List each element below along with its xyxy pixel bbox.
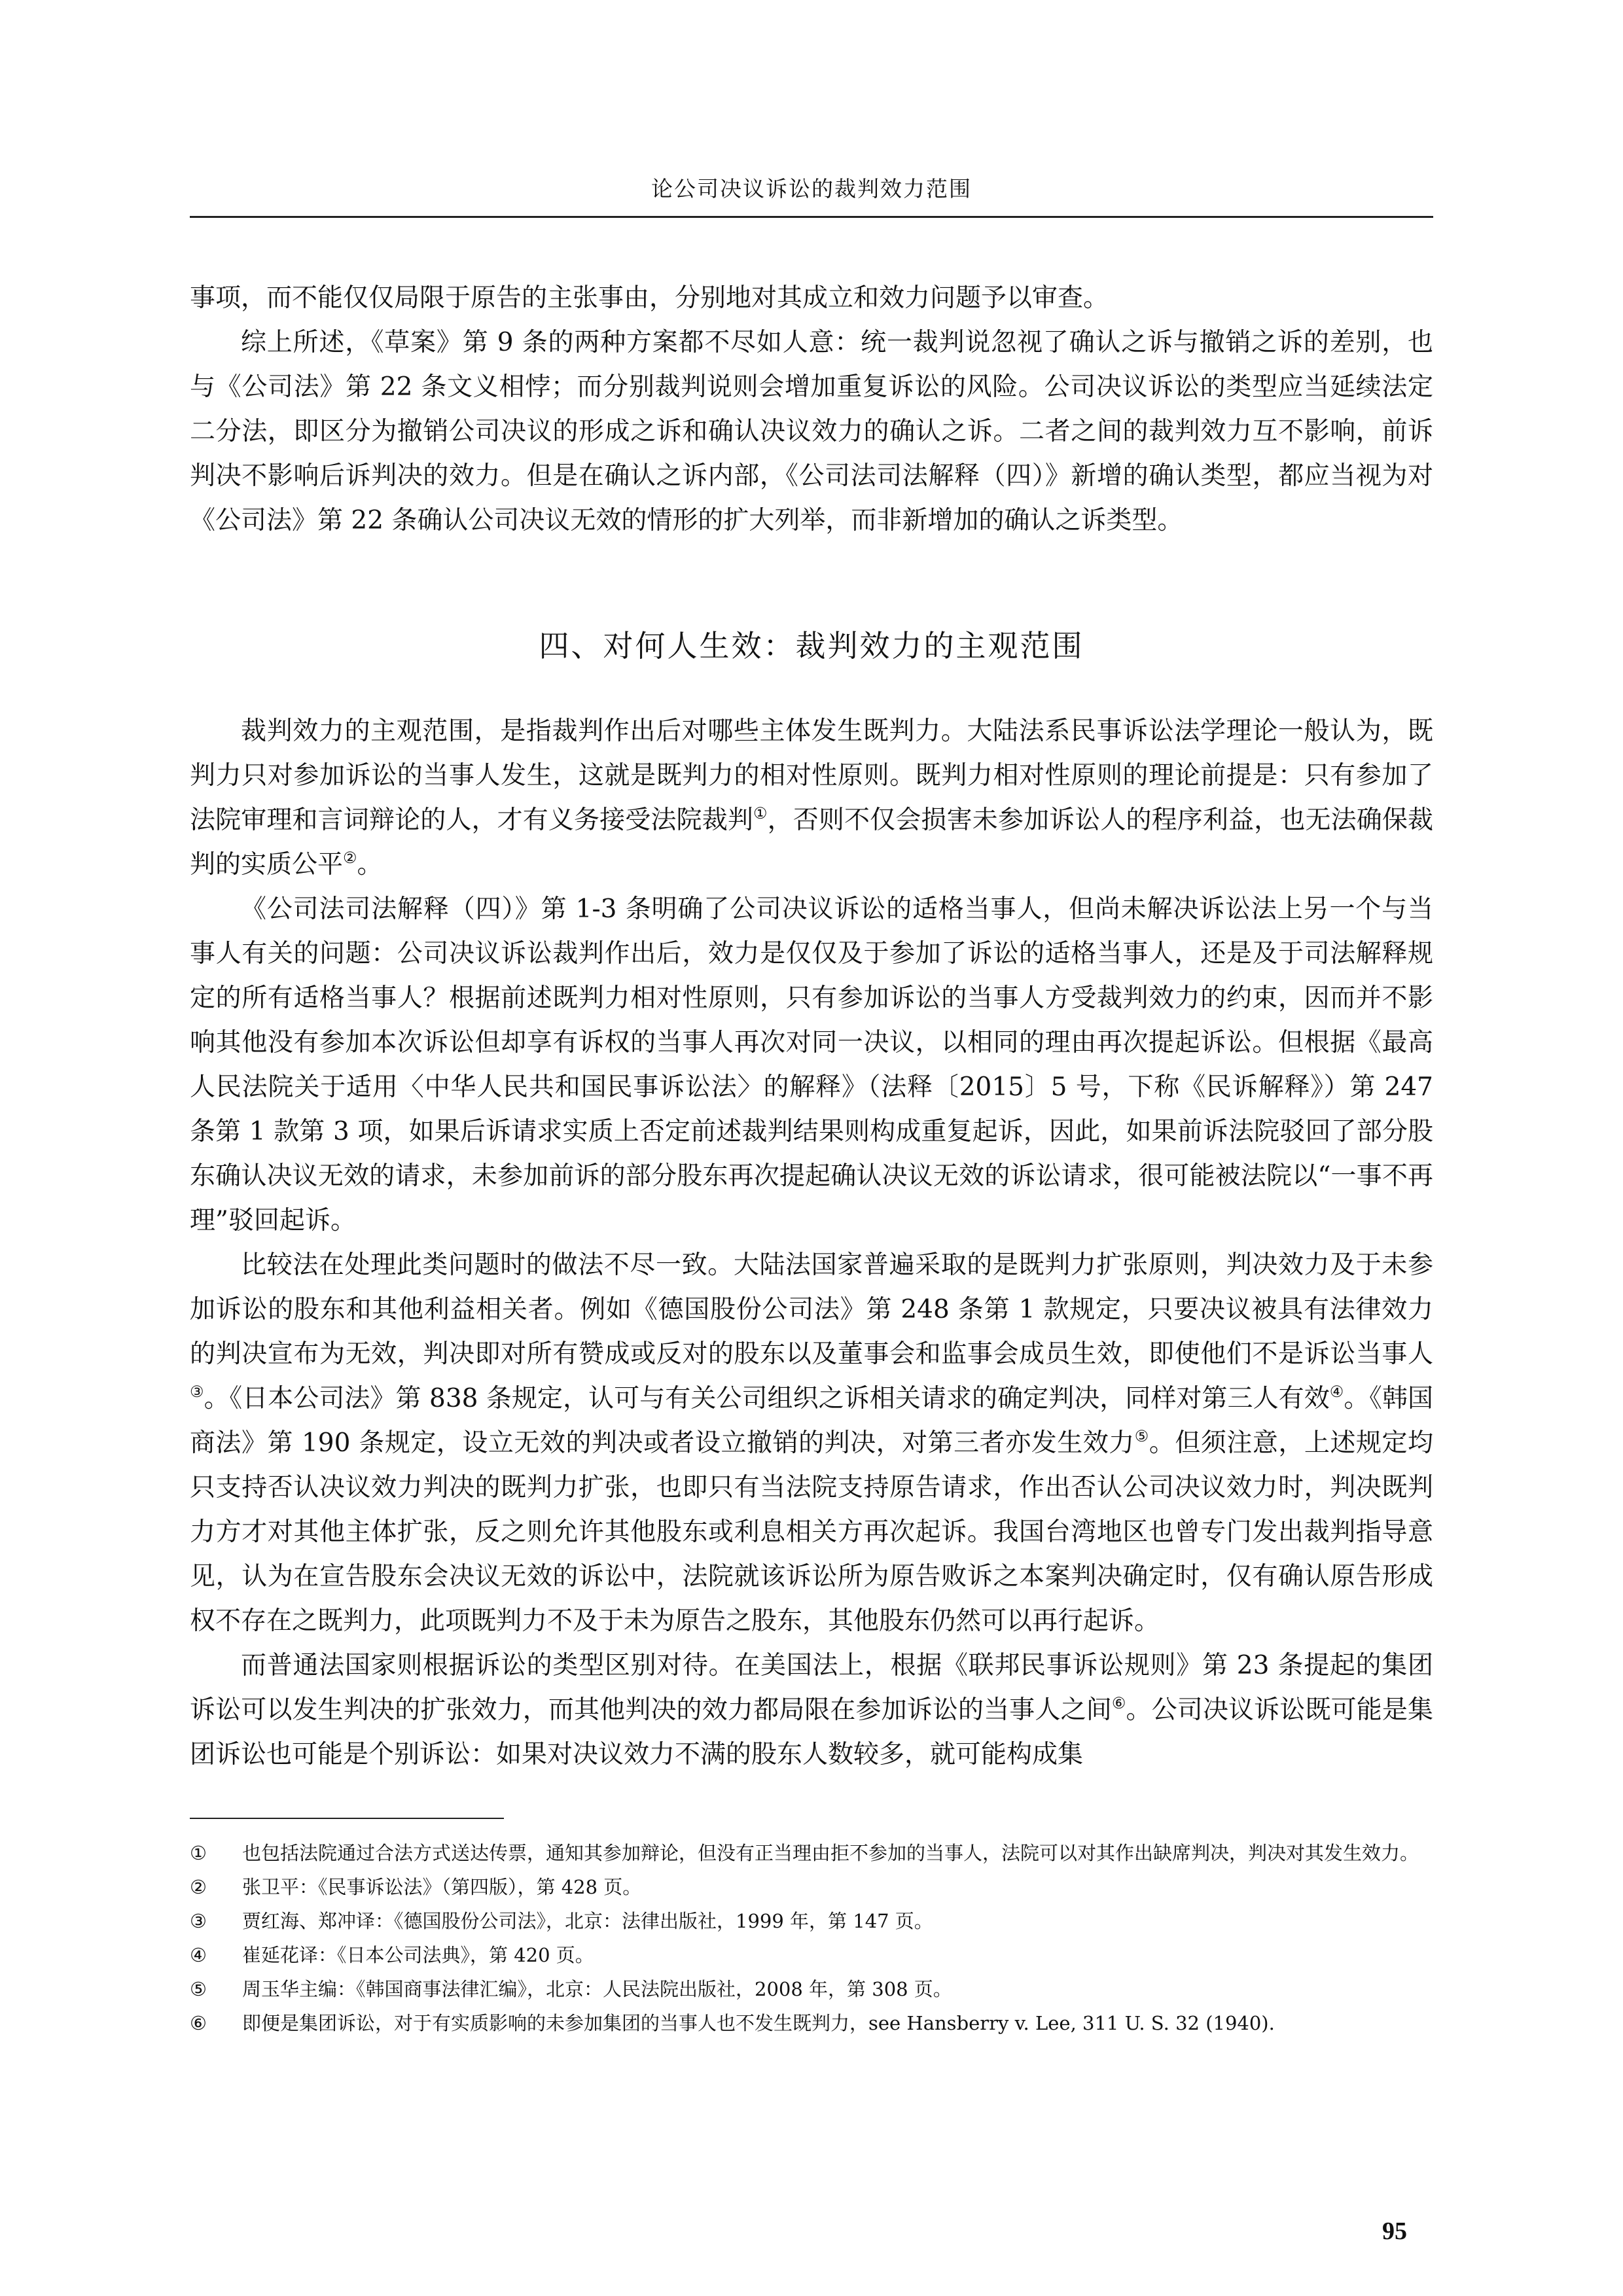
text-run: 而普通法国家则根据诉讼的类型区别对待。在美国法上，根据《联邦民事诉讼规则》第 23 条提起的集团诉讼可以发生判决的扩张效力，而其他判决的效力都局限在参加诉讼的当事人之间 (190, 1651, 1433, 1725)
footnote-divider (190, 1818, 504, 1819)
footnote-text: 崔延花译：《日本公司法典》，第 420 页。 (242, 1944, 594, 1966)
footnotes-list (190, 1837, 1433, 2041)
text-run: 。 (357, 850, 383, 879)
text-run: 裁判效力的主观范围，是指裁判作出后对哪些主体发生既判力。大陆法系民事诉讼法学理论一般认为，既判力只对参加诉讼的当事人发生，这就是既判力的相对性原则。既判力相对性原则的理论前提是：只有参加了法院审理和言词辩论的人，才有义务接受法院裁判 (190, 716, 1433, 835)
footnote-item (190, 1837, 1433, 1869)
section-heading: 四、对何人生效：裁判效力的主观范围 (539, 628, 1084, 663)
text-run: 。《韩国商法》第 190 条规定，设立无效的判决或者设立撤销的判决，对第三者亦发生效力 (190, 1384, 1434, 1458)
text-run: 。但须注意，上述规定均只支持否认决议效力判决的既判力扩张，也即只有当法院支持原告请求，作出否认公司决议效力时，判决既判力方才对其他主体扩张，反之则允许其他股东或利息相关方再次起诉。我国台湾地区也曾专门发出裁判指导意见，认为在宣告股东会决议无效的诉讼中，法院就该诉讼所为原告败诉之本案判决确定时，仅有确认原告形成权不存在之既判力，此项既判力不及于未为原告之股东，其他股东仍然可以再行起诉。 (190, 1428, 1433, 1636)
body-text-main (190, 709, 1433, 1777)
paragraph-common-law (190, 1644, 1433, 1777)
text-run: ，否则不仅会损害未参加诉讼人的程序利益，也无法确保裁判的实质公平 (190, 805, 1433, 879)
footnote-item (190, 2007, 1433, 2039)
running-header-title: 论公司决议诉讼的裁判效力范围 (651, 176, 972, 202)
footnote-ref-4: ④ (1329, 1383, 1344, 1401)
footnote-item (190, 1973, 1433, 2005)
paragraph-subjective-scope (190, 709, 1433, 887)
footnote-marker: ⑥ (190, 2012, 207, 2034)
footnote-ref-5: ⑤ (1134, 1427, 1149, 1445)
paragraph-summary: 综上所述，《草案》第 9 条的两种方案都不尽如人意：统一裁判说忽视了确认之诉与撤销之诉的差别，也与《公司法》第 22 条文义相悖；而分别裁判说则会增加重复诉讼的风险。公司决议诉讼的类型应当延续法定二分法，即区分为撤销公司决议的形成之诉和确认决议效力的确认之诉。二者之间的裁判效力互不影响，前诉判决不影响后诉判决的效力。但是在确认之诉内部，《公司法司法解释（四）》新增的确认类型，都应当视为对《公司法》第 22 条确认公司决议无效的情形的扩大列举，而非新增加的确认之诉类型。 (190, 328, 1433, 535)
text-run: 比较法在处理此类问题时的做法不尽一致。大陆法国家普遍采取的是既判力扩张原则，判决效力及于未参加诉讼的股东和其他利益相关者。例如《德国股份公司法》第 248 条第 1 款规定，只要决议被具有法律效力的判决宣布为无效，判决即对所有赞成或反对的股东以及董事会和监事会成员生效，即使他们不是诉讼当事人 (190, 1250, 1433, 1369)
footnote-item (190, 1939, 1433, 1971)
footnote-ref-3: ③ (190, 1383, 204, 1401)
footnote-text: 贾红海、郑冲译：《德国股份公司法》，北京：法律出版社，1999 年，第 147 页。 (242, 1910, 933, 1932)
paragraph-continuation: 事项，而不能仅仅局限于原告的主张事由，分别地对其成立和效力问题予以审查。 (190, 283, 1109, 313)
footnote-marker: ⑤ (190, 1978, 207, 2000)
header-divider (190, 216, 1433, 218)
footnote-ref-2: ② (343, 849, 357, 867)
footnote-marker: ② (190, 1876, 207, 1898)
footnote-text: 张卫平：《民事诉讼法》（第四版），第 428 页。 (242, 1876, 642, 1898)
paragraph-comparative-law (190, 1243, 1433, 1644)
footnote-marker: ④ (190, 1944, 207, 1966)
footnote-ref-1: ① (753, 804, 768, 822)
footnote-marker: ① (190, 1842, 207, 1864)
text-run: 。《日本公司法》第 838 条规定，认可与有关公司组织之诉相关请求的确定判决，同样对第三人有效 (204, 1384, 1330, 1413)
footnote-marker: ③ (190, 1910, 207, 1932)
body-text-top (190, 276, 1433, 543)
text-run: 。公司决议诉讼既可能是集团诉讼也可能是个别诉讼：如果对决议效力不满的股东人数较多，就可能构成集 (190, 1695, 1433, 1769)
footnote-item (190, 1871, 1433, 1903)
page-number: 95 (1382, 2217, 1407, 2245)
footnote-text: 周玉华主编：《韩国商事法律汇编》，北京：人民法院出版社，2008 年，第 308 页。 (242, 1978, 952, 2000)
footnote-item (190, 1905, 1433, 1937)
footnote-text: 即便是集团诉讼，对于有实质影响的未参加集团的当事人也不发生既判力，see Hansberry v. Lee, 311 U. S. 32 (1940). (242, 2012, 1275, 2034)
footnote-ref-6: ⑥ (1111, 1694, 1126, 1712)
footnote-text: 也包括法院通过合法方式送达传票，通知其参加辩论，但没有正当理由拒不参加的当事人，法院可以对其作出缺席判决，判决对其发生效力。 (242, 1842, 1419, 1864)
paragraph-judicial-interpretation: 《公司法司法解释（四）》第 1-3 条明确了公司决议诉讼的适格当事人，但尚未解决诉讼法上另一个与当事人有关的问题：公司决议诉讼裁判作出后，效力是仅仅及于参加了诉讼的适格当事人，还是及于司法解释规定的所有适格当事人？根据前述既判力相对性原则，只有参加诉讼的当事人方受裁判效力的约束，因而并不影响其他没有参加本次诉讼但却享有诉权的当事人再次对同一决议，以相同的理由再次提起诉讼。但根据《最高人民法院关于适用〈中华人民共和国民事诉讼法〉的解释》（法释〔2015〕5 号，下称《民诉解释》）第 247 条第 1 款第 3 项，如果后诉请求实质上否定前述裁判结果则构成重复起诉，因此，如果前诉法院驳回了部分股东确认决议无效的请求，未参加前诉的部分股东再次提起确认决议无效的诉讼请求，很可能被法院以“一事不再理”驳回起诉。 (190, 894, 1433, 1235)
